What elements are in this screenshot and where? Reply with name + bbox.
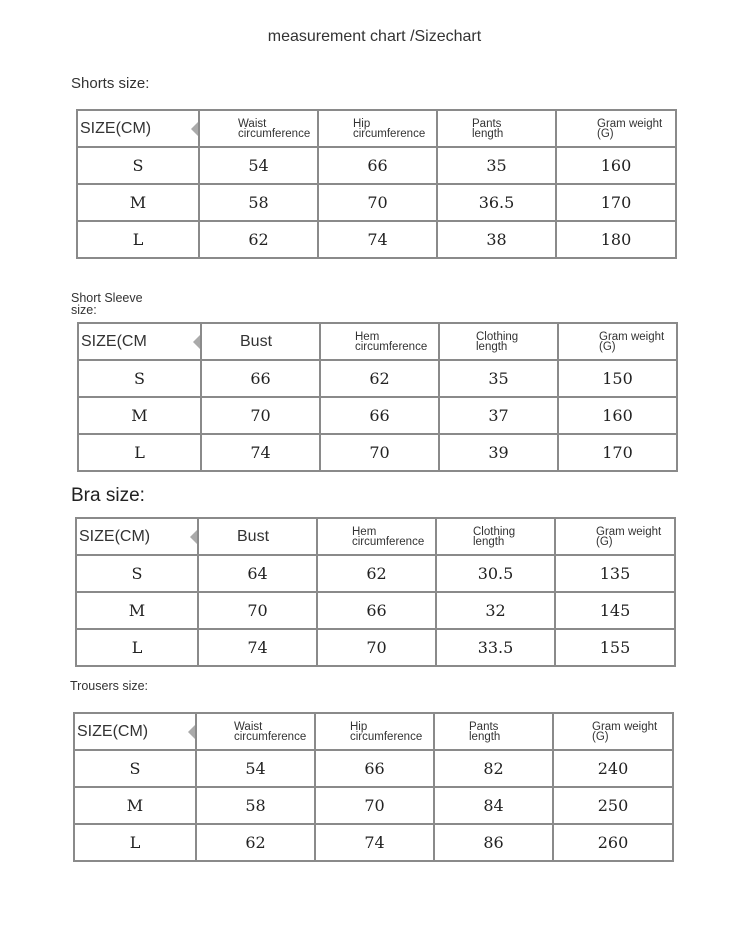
table-cell: 62 xyxy=(196,824,315,861)
table-row xyxy=(74,787,673,824)
arrow-marker-icon xyxy=(193,335,200,349)
table-cell: 62 xyxy=(317,555,436,592)
arrow-marker-icon xyxy=(190,530,197,544)
table-row xyxy=(76,629,675,666)
header-col: Clothing length xyxy=(436,518,555,555)
table-row xyxy=(77,147,676,184)
table-cell: 39 xyxy=(439,434,558,471)
header-col: Clothing length xyxy=(439,323,558,360)
table-cell: 160 xyxy=(556,147,676,184)
header-col: Hem circumference xyxy=(317,518,436,555)
table-cell: 35 xyxy=(439,360,558,397)
table-cell: 30.5 xyxy=(436,555,555,592)
table-row xyxy=(78,397,677,434)
size-table-shorts xyxy=(76,109,677,259)
table-header-row xyxy=(77,110,676,147)
header-col: Hip circumference xyxy=(315,713,434,750)
table-row xyxy=(74,750,673,787)
header-col: Waist circumference xyxy=(199,110,318,147)
section-label-trousers: Trousers size: xyxy=(70,679,149,693)
table-cell: M xyxy=(78,397,201,434)
header-size: SIZE(CM) xyxy=(76,518,198,555)
table-cell: 36.5 xyxy=(437,184,556,221)
table-cell: 58 xyxy=(199,184,318,221)
table-cell: L xyxy=(78,434,201,471)
header-size: SIZE(CM) xyxy=(74,713,196,750)
header-size: SIZE(CM xyxy=(78,323,201,360)
arrow-marker-icon xyxy=(188,725,195,739)
table-cell: 74 xyxy=(318,221,437,258)
table-cell: 250 xyxy=(553,787,673,824)
table-cell: 70 xyxy=(318,184,437,221)
page-title: measurement chart /Sizechart xyxy=(267,28,482,45)
table-cell: 62 xyxy=(320,360,439,397)
header-col: Gram weight (G) xyxy=(558,323,677,360)
table-cell: 37 xyxy=(439,397,558,434)
table-cell: 82 xyxy=(434,750,553,787)
header-col: Gram weight (G) xyxy=(553,713,673,750)
header-col: Pants length xyxy=(434,713,553,750)
table-cell: 170 xyxy=(558,434,677,471)
table-row xyxy=(78,360,677,397)
table-cell: 160 xyxy=(558,397,677,434)
table-header-row xyxy=(78,323,677,360)
header-col: Hip circumference xyxy=(318,110,437,147)
table-cell: 66 xyxy=(318,147,437,184)
table-cell: 32 xyxy=(436,592,555,629)
arrow-marker-icon xyxy=(191,122,198,136)
header-col: Waist circumference xyxy=(196,713,315,750)
table-cell: L xyxy=(76,629,198,666)
table-cell: M xyxy=(74,787,196,824)
table-cell: 54 xyxy=(196,750,315,787)
table-cell: 74 xyxy=(201,434,320,471)
table-cell: 66 xyxy=(315,750,434,787)
table-cell: 64 xyxy=(198,555,317,592)
table-cell: 38 xyxy=(437,221,556,258)
size-table-short-sleeve xyxy=(77,322,678,472)
table-cell: 66 xyxy=(320,397,439,434)
table-cell: 70 xyxy=(317,629,436,666)
table-cell: 150 xyxy=(558,360,677,397)
table-cell: 70 xyxy=(320,434,439,471)
size-table-trousers xyxy=(73,712,674,862)
table-row xyxy=(77,221,676,258)
header-col: Pants length xyxy=(437,110,556,147)
table-cell: 74 xyxy=(198,629,317,666)
table-cell: 135 xyxy=(555,555,675,592)
size-table-bra xyxy=(75,517,676,667)
table-row xyxy=(77,184,676,221)
table-cell: M xyxy=(77,184,199,221)
table-cell: L xyxy=(77,221,199,258)
table-row xyxy=(74,824,673,861)
table-row xyxy=(76,592,675,629)
table-cell: 260 xyxy=(553,824,673,861)
table-cell: 58 xyxy=(196,787,315,824)
header-col: Bust xyxy=(198,518,317,555)
table-cell: S xyxy=(77,147,199,184)
table-cell: L xyxy=(74,824,196,861)
table-cell: 145 xyxy=(555,592,675,629)
table-cell: 84 xyxy=(434,787,553,824)
table-cell: 74 xyxy=(315,824,434,861)
table-row xyxy=(78,434,677,471)
table-cell: S xyxy=(76,555,198,592)
section-label-shorts: Shorts size: xyxy=(71,75,150,92)
section-label-short-sleeve: Short Sleeve size: xyxy=(71,291,143,317)
header-col: Gram weight (G) xyxy=(555,518,675,555)
header-size: SIZE(CM) xyxy=(77,110,199,147)
header-col: Bust xyxy=(201,323,320,360)
table-cell: S xyxy=(78,360,201,397)
table-row xyxy=(76,555,675,592)
table-cell: 66 xyxy=(201,360,320,397)
table-header-row xyxy=(76,518,675,555)
table-cell: 66 xyxy=(317,592,436,629)
table-cell: 170 xyxy=(556,184,676,221)
table-header-row xyxy=(74,713,673,750)
table-cell: 54 xyxy=(199,147,318,184)
header-col: Gram weight (G) xyxy=(556,110,676,147)
header-col: Hem circumference xyxy=(320,323,439,360)
table-cell: 70 xyxy=(198,592,317,629)
table-cell: 35 xyxy=(437,147,556,184)
table-cell: 70 xyxy=(315,787,434,824)
table-cell: 240 xyxy=(553,750,673,787)
table-cell: S xyxy=(74,750,196,787)
table-cell: 155 xyxy=(555,629,675,666)
table-cell: 70 xyxy=(201,397,320,434)
table-cell: 180 xyxy=(556,221,676,258)
section-label-bra: Bra size: xyxy=(71,485,145,506)
table-cell: 62 xyxy=(199,221,318,258)
table-cell: M xyxy=(76,592,198,629)
table-cell: 86 xyxy=(434,824,553,861)
table-cell: 33.5 xyxy=(436,629,555,666)
